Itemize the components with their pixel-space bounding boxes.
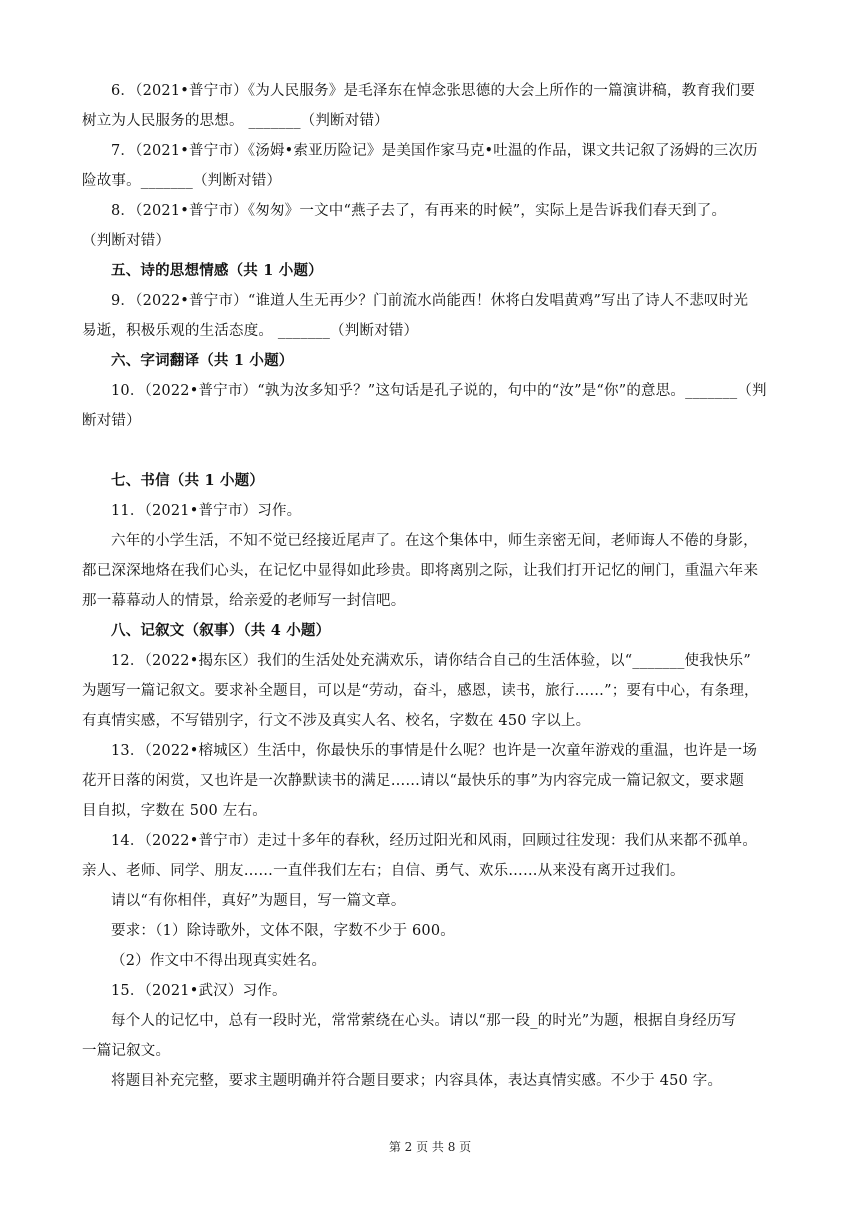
text-line: 7．（2021•普宁市）《汤姆•索亚历险记》是美国作家马克•吐温的作品，课文共记叙了汤姆的三次历	[111, 143, 758, 159]
text-line: 为题写一篇记叙文。要求补全题目，可以是“劳动，奋斗，感恩，读书，旅行……”；要有中心，有条理，	[82, 683, 759, 699]
text-line: 花开日落的闲赏，又也许是一次静默读书的满足……请以“最快乐的事”为内容完成一篇记叙文，要求题	[82, 773, 745, 789]
text-line: 将题目补充完整，要求主题明确并符合题目要求；内容具体，表达真情实感。不少于 450 字。	[111, 1073, 723, 1089]
text-line: 12．（2022•揭东区）我们的生活处处充满欢乐，请你结合自己的生活体验，以“_______使我快乐”	[111, 653, 751, 669]
section-heading: 七、书信（共 1 小题）	[111, 472, 265, 489]
page-footer: 第 2 页 共 8 页	[388, 1140, 472, 1154]
section-heading: 八、记叙文（叙事）（共 4 小题）	[111, 622, 331, 639]
text-line: 要求：（1）除诗歌外，文体不限，字数不少于 600。	[111, 923, 455, 939]
text-line: （2）作文中不得出现真实姓名。	[111, 953, 327, 969]
text-line: （判断对错）	[82, 233, 171, 249]
text-line: 树立为人民服务的思想。 _______（判断对错）	[82, 113, 389, 129]
section-heading: 五、诗的思想情感（共 1 小题）	[111, 262, 323, 279]
text-line: 13．（2022•榕城区）生活中，你最快乐的事情是什么呢？也许是一次童年游戏的重温，也许是一场	[111, 743, 758, 759]
text-line: 那一幕幕动人的情景，给亲爱的老师写一封信吧。	[82, 593, 406, 609]
text-line: 请以“有你相伴，真好”为题目，写一篇文章。	[111, 893, 406, 909]
text-line: 险故事。_______（判断对错）	[82, 173, 282, 189]
text-line: 11．（2021•普宁市）习作。	[111, 503, 302, 519]
text-line: 都已深深地烙在我们心头，在记忆中显得如此珍贵。即将离别之际，让我们打开记忆的闸门，重温六年来	[82, 563, 759, 579]
text-line: 有真情实感，不写错别字，行文不涉及真实人名、校名，字数在 450 字以上。	[82, 713, 591, 729]
text-line: 一篇记叙文。	[82, 1043, 171, 1059]
text-line: 15．（2021•武汉）习作。	[111, 983, 287, 999]
text-line: 易逝，积极乐观的生活态度。 _______（判断对错）	[82, 323, 419, 339]
section-heading: 六、字词翻译（共 1 小题）	[111, 352, 294, 369]
text-line: 断对错）	[82, 413, 141, 429]
text-line: 14．（2022•普宁市）走过十多年的春秋，经历过阳光和风雨，回顾过往发现：我们从来都不孤单。	[111, 833, 758, 849]
text-line: 8．（2021•普宁市）《匆匆》一文中“燕子去了，有再来的时候”，实际上是告诉我们春天到了。	[111, 203, 727, 219]
text-line: 亲人、老师、同学、朋友……一直伴我们左右；自信、勇气、欢乐……从来没有离开过我们。	[82, 863, 685, 879]
text-line: 每个人的记忆中，总有一段时光，常常萦绕在心头。请以“那一段_的时光”为题，根据自身经历写	[111, 1013, 737, 1029]
text-line: 6．（2021•普宁市）《为人民服务》是毛泽东在悼念张思德的大会上所作的一篇演讲稿，教育我们要	[111, 83, 756, 99]
text-line: 9．（2022•普宁市）“谁道人生无再少？门前流水尚能西！休将白发唱黄鸡”写出了诗人不悲叹时光	[111, 293, 749, 309]
text-line: 目自拟，字数在 500 左右。	[82, 803, 267, 819]
text-line: 10．（2022•普宁市）“孰为汝多知乎？”这句话是孔子说的，句中的“汝”是“你”的意思。_______（判	[111, 383, 767, 399]
text-line: 六年的小学生活，不知不觉已经接近尾声了。在这个集体中，师生亲密无间，老师诲人不倦的身影，	[111, 533, 758, 549]
